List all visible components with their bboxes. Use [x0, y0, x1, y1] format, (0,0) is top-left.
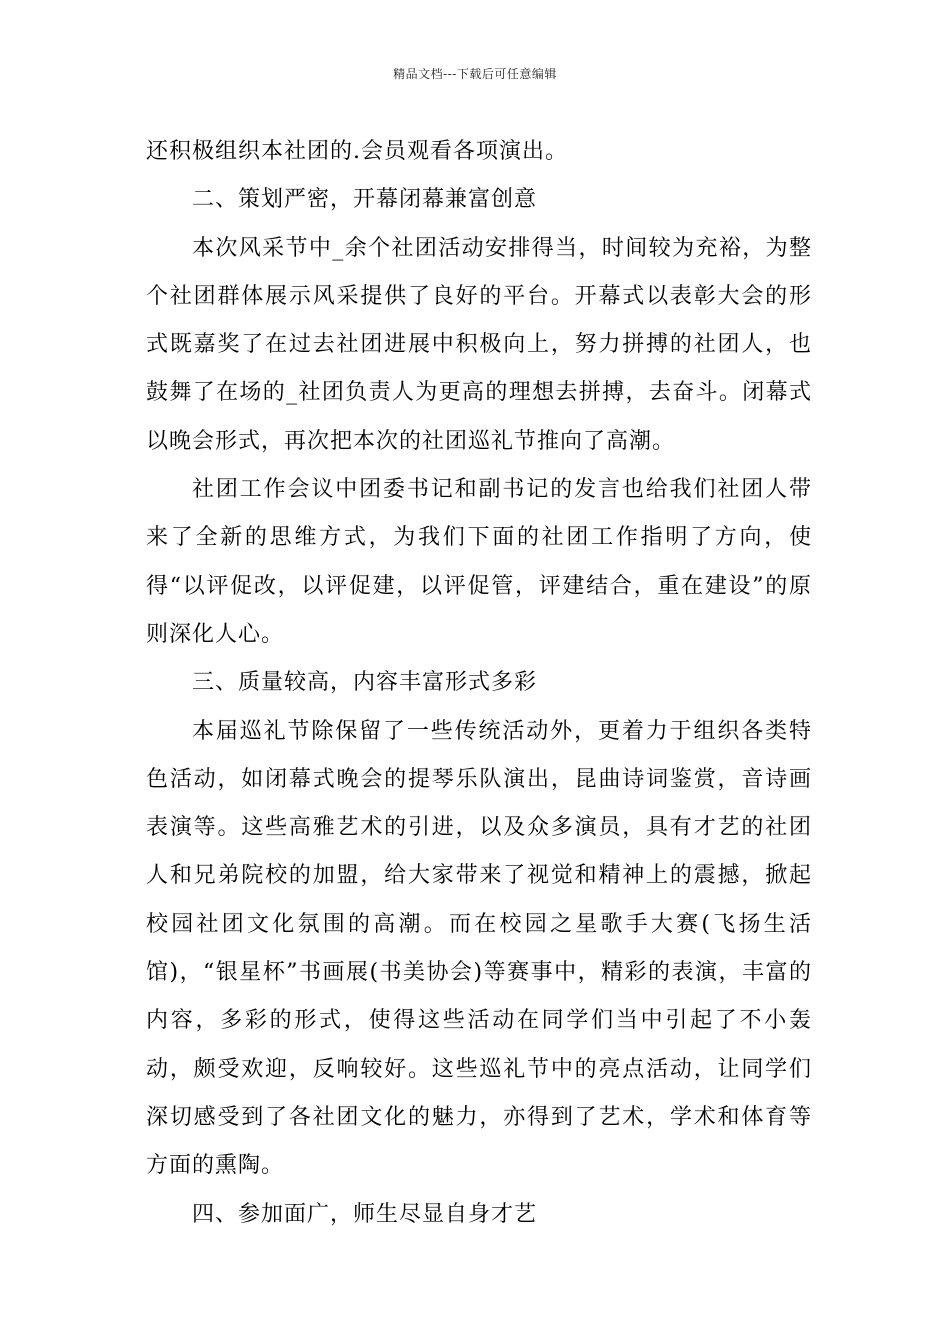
paragraph: 社团工作会议中团委书记和副书记的发言也给我们社团人带来了全新的思维方式，为我们下面的社团工作指明了方向，使得“以评促改，以评促建，以评促管，评建结合，重在建设”的原则深化人心。 [146, 477, 812, 647]
page-header: 精品文档---下载后可任意编辑 [393, 67, 557, 81]
paragraph: 本次风采节中_余个社团活动安排得当，时间较为充裕，为整个社团群体展示风采提供了良好的平台。开幕式以表彰大会的形式既嘉奖了在过去社团进展中积极向上，努力拼搏的社团人，也鼓舞了在场的_社团负责人为更高的理想去拼搏，去奋斗。闭幕式以晚会形式，再次把本次的社团巡礼节推向了高潮。 [146, 235, 812, 454]
document-body [146, 128, 812, 1239]
paragraph: 还积极组织本社团的.会员观看各项演出。 [146, 139, 568, 164]
paragraph: 本届巡礼节除保留了一些传统活动外，更着力于组织各类特色活动，如闭幕式晚会的提琴乐队演出，昆曲诗词鉴赏，音诗画表演等。这些高雅艺术的引进，以及众多演员，具有才艺的社团人和兄弟院校的加盟，给大家带来了视觉和精神上的震撼，掀起校园社团文化氛围的高潮。而在校园之星歌手大赛(飞扬生活馆)，“银星杯”书画展(书美协会)等赛事中，精彩的表演，丰富的内容，多彩的形式，使得这些活动在同学们当中引起了不小轰动，颇受欢迎，反响较好。这些巡礼节中的亮点活动，让同学们深切感受到了各社团文化的魅力，亦得到了艺术，学术和体育等方面的熏陶。 [146, 718, 812, 1179]
section-heading: 四、参加面广，师生尽显自身才艺 [192, 1201, 538, 1227]
section-heading: 三、质量较高，内容丰富形式多彩 [192, 670, 538, 696]
section-heading: 二、策划严密，开幕闭幕兼富创意 [192, 187, 538, 213]
